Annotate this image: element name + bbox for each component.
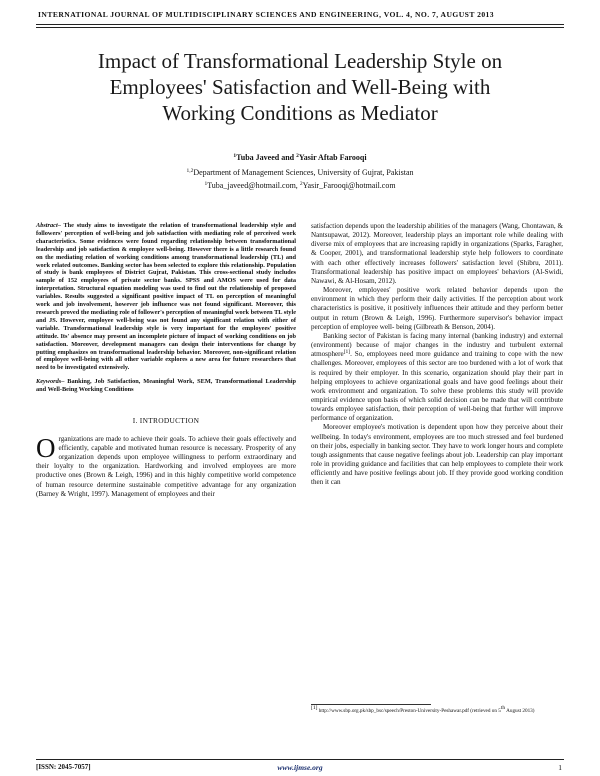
body-paragraph-2: Moreover, employees' positive work related behavior depends upon the environment in which they perform their daily activities. If the perception about work characteristics is positive, it positively influences their attitude and they perform better output in return (Brown & Leigh, 1996). Furthermore supervisor's behavior impact perception of employee well- being (Gilbreath & Benson, 2004). — [311, 286, 563, 331]
left-column — [36, 222, 296, 499]
footnote — [311, 704, 561, 715]
intro-paragraph-text: rganizations are made to achieve their goals. To achieve their goals effectively and efficiently, capable and motivated human resource is necessary. Prosperity of any organization depends upon employee willingness to perform extraordinary and their loyalty to the organization. Hardworking and involved employees are more productive ones (Brown & Leigh, 1996) and in this highly competitive world competence of human resource determine sustainable competitive advantage for any organization (Barney & Wright, 1997). Management of employees and their — [36, 435, 296, 498]
email-sup-2: 2 — [299, 181, 303, 187]
keywords-text: – Banking, Job Satisfaction, Meaningful Work, SEM, Transformational Leadership and Well-Being Working Conditions — [36, 378, 296, 394]
footnote-date: August 2013) — [505, 708, 535, 714]
affiliation — [36, 168, 564, 177]
author-emails — [36, 181, 564, 190]
author-name-1: Tuba Javeed and — [236, 153, 297, 162]
author-name-2: Yasir Aftab Farooqi — [298, 153, 367, 162]
header-rule-top — [36, 24, 564, 25]
title-line-2: Employees' Satisfaction and Well-Being with — [109, 75, 491, 99]
abstract — [36, 222, 296, 372]
footnote-date-sup: th — [500, 705, 506, 711]
footnote-marker: [1] — [311, 705, 318, 711]
footer-issn: [ISSN: 2045-7057] — [36, 763, 91, 771]
title-line-3: Working Conditions as Mediator — [162, 101, 438, 125]
email-1: Tuba_javeed@hotmail.com, — [207, 181, 300, 190]
drop-cap: O — [36, 433, 56, 464]
title-line-1: Impact of Transformational Leadership Style on — [97, 49, 503, 73]
intro-paragraph — [36, 435, 296, 499]
keywords — [36, 378, 296, 394]
paper-title — [36, 48, 564, 126]
affiliation-sup: 1,2 — [186, 168, 194, 174]
email-2: Yasir_Farooqi@hotmail.com — [302, 181, 396, 190]
page-number: 1 — [558, 763, 562, 772]
affiliation-text: Department of Management Sciences, University of Gujrat, Pakistan — [193, 168, 414, 177]
header-rule-bottom — [36, 27, 564, 28]
body-paragraph-1: satisfaction depends upon the leadership abilities of the managers (Wang, Chontawan, & Nantsupawat, 2012). Moreover, leadership plays an important role while dealing with diverse mix of employees that are increasing rapidly in organizations (Sparks, Faragher, & Cooper, 2001), and transformational leadership style help followers to coordinate with each other effectively increases followers' satisfaction level (Shibru, 2011). Transformational leadership has positive impact on employees' behaviors (Al-Swidi, Nawawi, & Al-Hosam, 2012). — [311, 222, 563, 285]
footer-rule — [36, 759, 564, 760]
footer-website-link[interactable]: www.ijmse.org — [277, 763, 323, 772]
abstract-text: – The study aims to investigate the relation of transformational leadership style and followers' perception of well-being and job satisfaction with mediating role of perceived work characteristics. Some evidences were found regarding relationship between transformational leadership and job satisfaction & employee well-being. However there is a little research found on the mediating relation of working conditions among transformational leadership (TL) and work related outcomes. Banking sector has been selected to explore this relationship. Population of study is bank employees of District Gujrat, Pakistan. This cross-sectional study includes sample of 152 employees of private sector banks. SPSS and AMOS were used for data interpretation. Structural equation modeling was used to find out the relationship of proposed variables. Results suggested a significant positive impact of TL on perception of meaningful work and job involvement, however job influence was not found significant. Moreover, this research proved the mediating role of follower's perception of meaningful work between TL style and JS. However, employee well-being was not found any significant relation with either of variable. Transformational leadership style is very important for the employees' positive attitude. Its' absence may present an incomplete picture of impact of working conditions on job satisfaction. Moreover, development managers can design their interventions for change by putting emphasizes on transformational leadership behavior. Moreover, non-significant relation of employee well-being with all other variable explores a new area for future researchers that need to be investigated extensively. — [36, 222, 296, 372]
journal-header: INTERNATIONAL JOURNAL OF MULTIDISCIPLINARY SCIENCES AND ENGINEERING, VOL. 4, NO. 7, AUGUST 2013 — [38, 10, 495, 19]
footnote-url: http://www.sbp.org.pk/sbp_bsc/speech/Preston-University-Peshawar.pdf (retrieved on 5 — [317, 708, 501, 714]
footnote-ref: [1] — [343, 349, 351, 356]
body-paragraph-4: Moreover employee's motivation is dependent upon how they perceive about their wellbeing. In today's environment, employees are too much stressed and feel burdened on their jobs, especially in banking sector. They have to work longer hours and complete tough assignments that cause negative feelings about job. Leadership can play important role in providing guidance and facilities that can help employees to complete their work efficiently and have positive feelings about job. If they provide good working condition then it can — [311, 423, 563, 487]
right-column — [311, 222, 563, 488]
author-line — [36, 153, 564, 162]
body-paragraph-3b: . So, employees need more guidance and training to cope with the new challenges. Moreover, employees of this sector are too burdened with a lot of work that is required by their employer. In this scenario, organization should play their part in helping employees to achieve organizational goals and have good feelings about their work environment and organization. To solve these problems this study will provide empirical evidence upon basis of which solid decision can be made that will contribute towards employee satisfaction, their perception of well-being that further will improve performance of organization. — [311, 350, 563, 423]
section-heading-introduction: I. INTRODUCTION — [132, 416, 200, 426]
author-sup-1: 1 — [233, 153, 237, 159]
body-paragraph-3 — [311, 332, 563, 424]
author-sup-2: 2 — [296, 153, 299, 159]
email-sup-1: 1 — [204, 181, 208, 187]
footnote-rule — [311, 704, 431, 705]
footnote-text — [311, 705, 561, 715]
abstract-label: Abstract — [36, 222, 58, 229]
keywords-label: Keywords — [36, 378, 62, 386]
body-paragraph-3a: Banking sector of Pakistan is facing many internal (banking industry) and external (environment) because of major changes in the industry and turbulent external atmosphere — [311, 331, 563, 359]
